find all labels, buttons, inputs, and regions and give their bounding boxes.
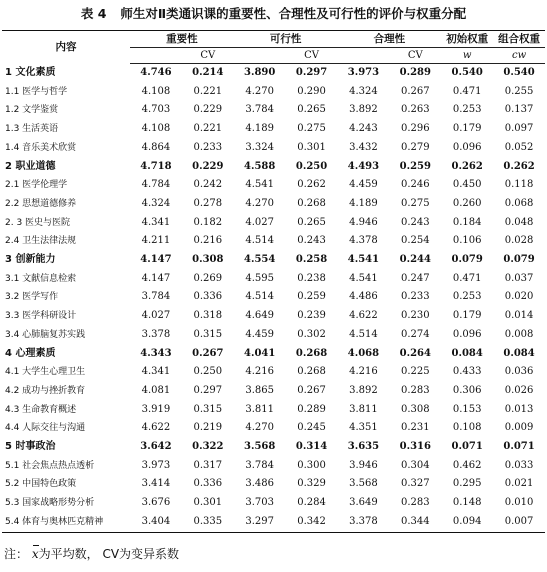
cell-combined-weight: 0.262 — [503, 160, 535, 172]
cell-initial-weight: 0.153 — [452, 403, 482, 415]
cell-rationality-cv: 0.304 — [400, 459, 430, 471]
cell-feasibility-cv: 0.301 — [297, 141, 326, 153]
cell-importance-cv: 0.322 — [192, 441, 224, 453]
cell-combined-weight: 0.020 — [504, 291, 534, 303]
table-row — [2, 513, 545, 532]
cell-rationality-cv: 0.233 — [400, 291, 430, 303]
cell-combined-weight: 0.037 — [504, 272, 534, 284]
cell-rationality-cv: 0.289 — [399, 67, 431, 78]
cell-rationality-cv: 0.246 — [400, 179, 430, 191]
subheader-feasibility-mean — [234, 48, 286, 64]
cell-combined-weight: 0.255 — [504, 85, 534, 97]
table-row — [2, 232, 545, 251]
cell-importance-mean: 3.642 — [140, 441, 172, 453]
cell-rationality-mean: 4.216 — [349, 366, 378, 378]
table-row — [2, 363, 545, 382]
cell-initial-weight: 0.184 — [452, 216, 482, 228]
table-row — [2, 419, 545, 438]
cell-combined-weight: 0.013 — [504, 403, 534, 415]
cell-feasibility-cv: 0.250 — [295, 160, 328, 172]
cell-importance-mean: 3.378 — [141, 328, 171, 340]
cell-combined-weight: 0.033 — [504, 459, 534, 471]
cell-feasibility-cv: 0.329 — [297, 478, 326, 490]
cell-importance-cv: 0.219 — [193, 422, 223, 434]
header-importance: 重要性 — [130, 31, 234, 48]
cell-importance-mean: 4.746 — [140, 67, 172, 78]
cell-importance-cv: 0.229 — [192, 160, 224, 172]
header-feasibility: 可行性 — [234, 31, 338, 48]
cell-feasibility-mean: 4.270 — [245, 422, 274, 434]
evaluation-table — [2, 30, 545, 533]
cell-combined-weight: 0.014 — [504, 310, 534, 322]
table-row — [2, 214, 545, 233]
cell-row-name: 3.1 文献信息检索 — [5, 273, 77, 284]
cell-row-name: 5.1 社会焦点热点透析 — [5, 460, 95, 471]
note-text: 为平均数， CV为变异系数 — [38, 547, 180, 561]
cell-feasibility-cv: 0.302 — [297, 328, 326, 340]
table-row — [2, 83, 545, 102]
cell-initial-weight: 0.462 — [452, 459, 482, 471]
cell-rationality-cv: 0.247 — [400, 272, 430, 284]
cell-importance-cv: 0.336 — [193, 291, 223, 303]
cell-feasibility-mean: 4.270 — [245, 197, 274, 209]
cell-rationality-cv: 0.279 — [400, 141, 430, 153]
category-row — [2, 158, 545, 177]
cell-feasibility-cv: 0.265 — [297, 216, 326, 228]
table-row — [2, 139, 545, 158]
cell-row-name: 1.3 生活英语 — [5, 124, 59, 135]
cell-rationality-mean: 4.324 — [349, 85, 378, 97]
table-row — [2, 288, 545, 307]
cell-feasibility-cv: 0.284 — [297, 497, 326, 509]
cell-importance-cv: 0.317 — [193, 459, 223, 471]
cell-row-name: 3.4 心肺脑复苏实践 — [5, 329, 86, 340]
cell-rationality-mean: 4.946 — [349, 216, 378, 228]
cell-feasibility-cv: 0.258 — [295, 254, 328, 266]
cell-initial-weight: 0.295 — [452, 478, 482, 490]
cell-row-name: 1.4 音乐美术欣赏 — [5, 142, 77, 153]
cell-feasibility-cv: 0.275 — [297, 123, 326, 135]
cell-feasibility-cv: 0.342 — [297, 515, 326, 527]
category-row — [2, 438, 545, 457]
cell-rationality-cv: 0.283 — [400, 384, 430, 396]
cell-rationality-mean: 3.946 — [349, 459, 378, 471]
cell-feasibility-mean: 3.890 — [244, 67, 276, 78]
cell-initial-weight: 0.079 — [451, 254, 483, 266]
cell-row-name: 2.2 思想道德修养 — [5, 198, 77, 209]
cell-row-name: 4.4 人际交往与沟通 — [5, 423, 86, 434]
cell-importance-mean: 4.622 — [141, 422, 171, 434]
cell-feasibility-mean: 3.703 — [245, 497, 274, 509]
cell-rationality-mean: 3.568 — [349, 478, 378, 490]
cell-feasibility-cv: 0.243 — [297, 235, 326, 247]
cell-row-name: 5 时事政治 — [5, 441, 56, 453]
cell-combined-weight: 0.540 — [503, 67, 535, 78]
cell-row-name: 3.2 医学写作 — [5, 292, 59, 303]
cell-importance-cv: 0.318 — [193, 310, 223, 322]
cell-feasibility-mean: 3.324 — [245, 141, 274, 153]
cell-initial-weight: 0.253 — [452, 291, 482, 303]
cell-initial-weight: 0.096 — [452, 141, 482, 153]
cell-rationality-mean: 4.351 — [349, 422, 378, 434]
cell-rationality-cv: 0.296 — [400, 123, 430, 135]
cell-rationality-mean: 3.973 — [347, 67, 380, 78]
table-row — [2, 326, 545, 345]
cell-rationality-cv: 0.259 — [399, 160, 431, 172]
cell-feasibility-mean: 4.541 — [245, 179, 274, 191]
cell-rationality-mean: 3.811 — [349, 403, 378, 415]
cell-importance-cv: 0.250 — [193, 366, 223, 378]
cell-combined-weight: 0.007 — [504, 515, 534, 527]
cell-importance-cv: 0.216 — [193, 235, 223, 247]
table-row — [2, 401, 545, 420]
cell-row-name: 5.2 中国特色政策 — [5, 479, 77, 490]
cell-rationality-cv: 0.230 — [400, 310, 430, 322]
cell-importance-mean: 3.404 — [141, 515, 171, 527]
table-row — [2, 120, 545, 139]
cell-importance-mean: 3.784 — [141, 291, 171, 303]
cell-feasibility-mean: 4.189 — [245, 123, 274, 135]
category-row — [2, 64, 545, 83]
cell-importance-cv: 0.308 — [192, 254, 224, 266]
cell-combined-weight: 0.009 — [504, 422, 534, 434]
cell-row-name: 1.1 医学与哲学 — [5, 86, 68, 97]
subheader-importance-mean — [130, 48, 182, 64]
cell-importance-cv: 0.229 — [193, 104, 223, 116]
cell-initial-weight: 0.179 — [452, 310, 482, 322]
cell-initial-weight: 0.450 — [452, 179, 482, 191]
table-row — [2, 457, 545, 476]
cell-importance-mean: 4.081 — [141, 384, 171, 396]
cell-rationality-mean: 3.649 — [349, 497, 378, 509]
cell-importance-cv: 0.315 — [193, 403, 223, 415]
cell-feasibility-mean: 3.568 — [244, 441, 276, 453]
cell-initial-weight: 0.471 — [452, 85, 482, 97]
cell-feasibility-mean: 4.588 — [244, 160, 276, 172]
cell-feasibility-cv: 0.290 — [297, 85, 326, 97]
cell-feasibility-mean: 4.649 — [245, 310, 274, 322]
cell-initial-weight: 0.148 — [452, 497, 482, 509]
cell-initial-weight: 0.096 — [452, 328, 482, 340]
cell-initial-weight: 0.433 — [452, 366, 482, 378]
table-row — [2, 494, 545, 513]
cell-feasibility-mean: 4.041 — [244, 347, 276, 359]
cell-feasibility-cv: 0.238 — [297, 272, 326, 284]
cell-combined-weight: 0.026 — [504, 384, 534, 396]
cell-feasibility-cv: 0.268 — [297, 366, 326, 378]
cell-combined-weight: 0.036 — [504, 366, 534, 378]
cell-rationality-cv: 0.283 — [400, 497, 430, 509]
cell-importance-mean: 3.414 — [141, 478, 171, 490]
cell-initial-weight: 0.471 — [452, 272, 482, 284]
cell-importance-cv: 0.221 — [193, 123, 223, 135]
table-title — [0, 4, 547, 22]
cell-row-name: 5.4 体育与奥林匹克精神 — [5, 516, 104, 527]
cell-row-name: 4.2 成功与挫折教育 — [5, 385, 86, 396]
table-row — [2, 176, 545, 195]
cell-rationality-cv: 0.231 — [400, 422, 430, 434]
cell-feasibility-mean: 4.595 — [245, 272, 274, 284]
cell-rationality-mean: 4.514 — [349, 328, 378, 340]
table-body — [2, 64, 545, 533]
cell-feasibility-cv: 0.239 — [297, 310, 326, 322]
subheader-w: w — [441, 48, 493, 64]
cell-row-name: 4 心理素质 — [5, 347, 56, 359]
cell-rationality-cv: 0.254 — [400, 235, 430, 247]
cell-importance-cv: 0.242 — [193, 179, 223, 191]
cell-initial-weight: 0.071 — [451, 441, 483, 453]
cell-feasibility-mean: 3.486 — [245, 478, 274, 490]
cell-feasibility-cv: 0.245 — [297, 422, 326, 434]
cell-rationality-mean: 4.378 — [349, 235, 378, 247]
cell-rationality-mean: 3.635 — [347, 441, 380, 453]
cell-rationality-mean: 3.378 — [349, 515, 378, 527]
cell-importance-cv: 0.297 — [193, 384, 223, 396]
table-row — [2, 270, 545, 289]
cell-rationality-mean: 3.432 — [349, 141, 378, 153]
cell-feasibility-cv: 0.289 — [297, 403, 326, 415]
cell-combined-weight: 0.028 — [504, 235, 534, 247]
cell-initial-weight: 0.084 — [451, 347, 483, 359]
cell-importance-cv: 0.267 — [192, 347, 224, 359]
cell-row-name: 2.4 卫生法律法规 — [5, 236, 77, 247]
cell-importance-mean: 4.341 — [141, 366, 171, 378]
cell-feasibility-cv: 0.314 — [295, 441, 328, 453]
cell-rationality-mean: 4.541 — [349, 272, 378, 284]
cell-combined-weight: 0.068 — [504, 197, 534, 209]
cell-initial-weight: 0.540 — [451, 67, 483, 78]
cell-feasibility-cv: 0.268 — [297, 197, 326, 209]
cell-feasibility-cv: 0.268 — [295, 347, 328, 359]
subheader-rationality-mean — [338, 48, 390, 64]
cell-rationality-cv: 0.275 — [400, 197, 430, 209]
cell-feasibility-cv: 0.262 — [297, 179, 326, 191]
cell-initial-weight: 0.108 — [452, 422, 482, 434]
cell-feasibility-cv: 0.259 — [297, 291, 326, 303]
cell-feasibility-mean: 4.554 — [244, 254, 276, 266]
cell-importance-mean: 4.703 — [141, 104, 171, 116]
category-row — [2, 251, 545, 270]
cell-initial-weight: 0.260 — [452, 197, 482, 209]
cell-importance-mean: 4.864 — [141, 141, 171, 153]
table-number: 表 4 — [80, 6, 107, 21]
header-content: 内容 — [55, 41, 77, 54]
cell-combined-weight: 0.021 — [504, 478, 534, 490]
category-row — [2, 345, 545, 364]
cell-rationality-mean: 4.243 — [349, 123, 378, 135]
cell-feasibility-cv: 0.267 — [297, 384, 326, 396]
cell-importance-mean: 3.919 — [141, 403, 171, 415]
cell-combined-weight: 0.097 — [504, 123, 534, 135]
cell-feasibility-cv: 0.297 — [295, 67, 328, 78]
cell-row-name: 2 职业道德 — [5, 160, 56, 172]
cell-combined-weight: 0.010 — [504, 497, 534, 509]
note-x-mean-symbol: x — [31, 547, 39, 561]
cell-rationality-cv: 0.308 — [400, 403, 430, 415]
table-row — [2, 195, 545, 214]
cell-row-name: 1 文化素质 — [5, 66, 56, 78]
cell-row-name: 1.2 文学鉴赏 — [5, 105, 59, 116]
cell-importance-mean: 4.147 — [140, 254, 172, 266]
cell-feasibility-mean: 4.459 — [245, 328, 274, 340]
cell-combined-weight: 0.084 — [503, 347, 535, 359]
cell-feasibility-mean: 3.297 — [245, 515, 274, 527]
cell-importance-mean: 3.676 — [141, 497, 171, 509]
cell-importance-cv: 0.315 — [193, 328, 223, 340]
subheader-importance-cv: CV — [182, 48, 234, 64]
cell-feasibility-mean: 4.216 — [245, 366, 274, 378]
table-row — [2, 307, 545, 326]
cell-initial-weight: 0.094 — [452, 515, 482, 527]
note-prefix: 注： — [4, 547, 29, 561]
cell-rationality-cv: 0.225 — [400, 366, 430, 378]
cell-rationality-cv: 0.244 — [399, 254, 431, 266]
cell-importance-mean: 4.784 — [141, 179, 171, 191]
cell-feasibility-mean: 4.027 — [245, 216, 274, 228]
header-initial-weight: 初始权重 — [441, 31, 493, 48]
cell-rationality-cv: 0.316 — [399, 441, 431, 453]
cell-importance-mean: 4.108 — [141, 123, 171, 135]
cell-importance-mean: 4.027 — [141, 310, 171, 322]
cell-feasibility-mean: 4.514 — [245, 235, 274, 247]
cell-rationality-mean: 3.892 — [349, 384, 378, 396]
cell-combined-weight: 0.079 — [503, 254, 535, 266]
cell-importance-cv: 0.335 — [193, 515, 223, 527]
cell-importance-cv: 0.182 — [193, 216, 223, 228]
cell-combined-weight: 0.071 — [503, 441, 535, 453]
cell-importance-mean: 4.718 — [140, 160, 172, 172]
cell-importance-cv: 0.214 — [192, 67, 224, 78]
cell-rationality-mean: 4.068 — [347, 347, 380, 359]
subheader-feasibility-cv: CV — [286, 48, 338, 64]
cell-importance-mean: 4.147 — [141, 272, 171, 284]
cell-rationality-mean: 4.493 — [347, 160, 380, 172]
cell-importance-mean: 4.343 — [140, 347, 172, 359]
cell-importance-mean: 4.211 — [141, 235, 171, 247]
cell-importance-cv: 0.301 — [193, 497, 223, 509]
subheader-cw: cw — [493, 48, 545, 64]
cell-feasibility-mean: 4.514 — [245, 291, 274, 303]
cell-rationality-cv: 0.274 — [400, 328, 430, 340]
cell-row-name: 4.1 大学生心理卫生 — [5, 367, 86, 378]
cell-feasibility-cv: 0.300 — [297, 459, 326, 471]
header-combined-weight: 组合权重 — [493, 31, 545, 48]
table-row — [2, 382, 545, 401]
table-row — [2, 475, 545, 494]
cell-feasibility-cv: 0.265 — [297, 104, 326, 116]
subheader-rationality-cv: CV — [389, 48, 441, 64]
header-row — [2, 31, 545, 48]
cell-importance-cv: 0.233 — [193, 141, 223, 153]
table-title-text: 师生对Ⅱ类通识课的重要性、合理性及可行性的评价与权重分配 — [120, 6, 467, 21]
cell-feasibility-mean: 3.784 — [245, 104, 274, 116]
cell-rationality-mean: 4.459 — [349, 179, 378, 191]
cell-combined-weight: 0.048 — [504, 216, 534, 228]
cell-importance-cv: 0.269 — [193, 272, 223, 284]
cell-combined-weight: 0.008 — [504, 328, 534, 340]
cell-rationality-mean: 4.486 — [349, 291, 378, 303]
cell-rationality-cv: 0.263 — [400, 104, 430, 116]
cell-row-name: 5.3 国家战略形势分析 — [5, 498, 95, 509]
cell-combined-weight: 0.118 — [504, 179, 534, 191]
cell-importance-cv: 0.278 — [193, 197, 223, 209]
cell-row-name: 2.1 医学伦理学 — [5, 180, 68, 191]
cell-importance-cv: 0.336 — [193, 478, 223, 490]
cell-row-name: 4.3 生命教育概述 — [5, 404, 77, 415]
cell-initial-weight: 0.179 — [452, 123, 482, 135]
cell-feasibility-mean: 3.784 — [245, 459, 274, 471]
cell-rationality-mean: 4.541 — [347, 254, 380, 266]
cell-importance-mean: 4.324 — [141, 197, 171, 209]
cell-importance-cv: 0.221 — [193, 85, 223, 97]
cell-rationality-cv: 0.327 — [400, 478, 430, 490]
cell-combined-weight: 0.137 — [504, 104, 534, 116]
cell-feasibility-mean: 3.865 — [245, 384, 274, 396]
cell-initial-weight: 0.306 — [452, 384, 482, 396]
cell-combined-weight: 0.052 — [504, 141, 534, 153]
cell-row-name: 3 创新能力 — [5, 254, 56, 266]
cell-rationality-mean: 3.892 — [349, 104, 378, 116]
cell-row-name: 3.3 医学科研设计 — [5, 311, 77, 322]
table-row — [2, 101, 545, 120]
cell-importance-mean: 3.973 — [141, 459, 171, 471]
table-note — [4, 545, 179, 562]
cell-rationality-cv: 0.267 — [400, 85, 430, 97]
header-rationality: 合理性 — [338, 31, 442, 48]
cell-rationality-cv: 0.243 — [400, 216, 430, 228]
cell-importance-mean: 4.108 — [141, 85, 171, 97]
cell-feasibility-mean: 3.811 — [245, 403, 274, 415]
cell-rationality-mean: 4.622 — [349, 310, 378, 322]
cell-initial-weight: 0.106 — [452, 235, 482, 247]
cell-row-name: 2. 3 医史与医院 — [5, 217, 71, 228]
cell-rationality-cv: 0.264 — [399, 347, 431, 359]
cell-rationality-mean: 4.189 — [349, 197, 378, 209]
cell-initial-weight: 0.253 — [452, 104, 482, 116]
cell-importance-mean: 4.341 — [141, 216, 171, 228]
cell-initial-weight: 0.262 — [451, 160, 483, 172]
cell-feasibility-mean: 4.270 — [245, 85, 274, 97]
cell-rationality-cv: 0.344 — [400, 515, 430, 527]
